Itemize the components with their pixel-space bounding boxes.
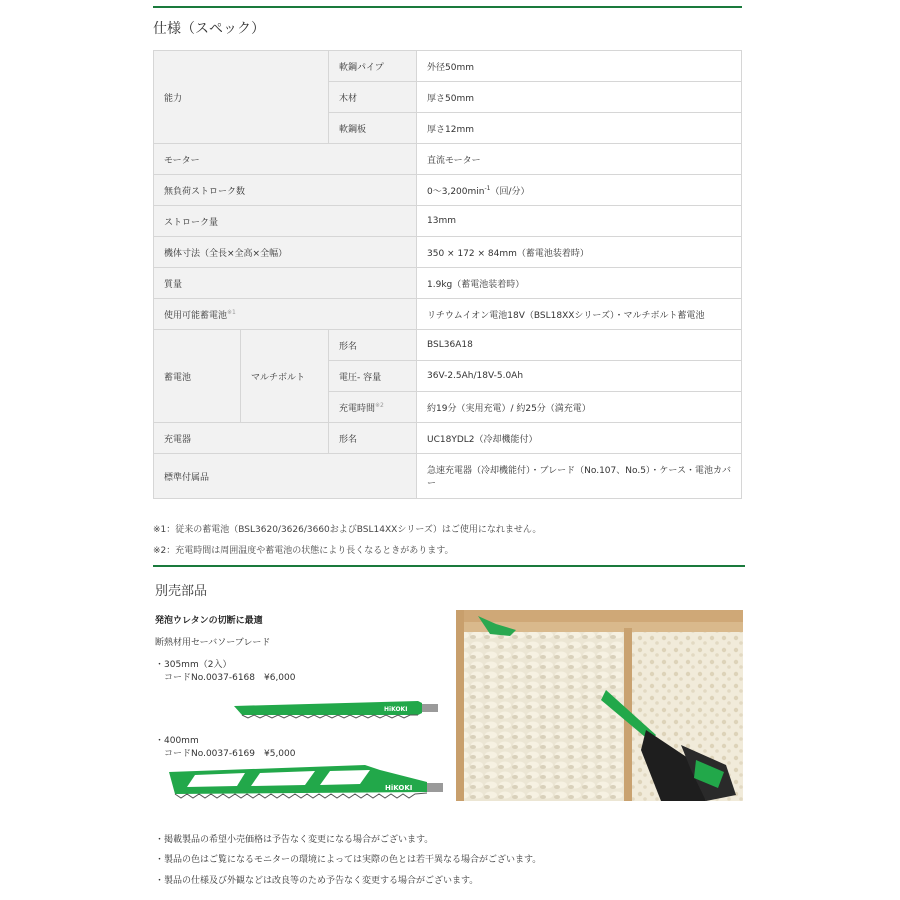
accessories-label: 標準付属品 — [154, 454, 417, 499]
charger-model-value: UC18YDL2（冷却機能付） — [417, 423, 742, 454]
top-divider — [153, 6, 742, 8]
model-value: BSL36A18 — [417, 330, 742, 361]
foam-cutting-photo — [456, 610, 743, 801]
spec-table — [153, 50, 742, 499]
capacity-label: 能力 — [154, 51, 329, 144]
charger-model-label: 形名 — [329, 423, 417, 454]
note-1: ※1：従来の蓄電池（BSL3620/3626/3660およびBSL14XXシリーズ）はご使用になれません。 — [153, 525, 542, 535]
dims-label: 機体寸法（全長×全高×全幅） — [154, 237, 417, 268]
blade-400-image — [165, 762, 447, 802]
section-divider — [153, 565, 745, 567]
mass-label: 質量 — [154, 268, 417, 299]
multivolt-label: マルチボルト — [241, 330, 329, 423]
dims-value: 350 × 172 × 84mm（蓄電池装着時） — [417, 237, 742, 268]
blade-305-brand: HiKOKI — [384, 706, 408, 713]
note-2: ※2：充電時間は周囲温度や蓄電池の状態により長くなるときがあります。 — [153, 546, 454, 556]
blade-305-image — [232, 698, 440, 720]
accessories-value: 急速充電器（冷却機能付）・ブレード（No.107、No.5）・ケース・電池カバー — [417, 454, 742, 499]
charge-time-label: 充電時間$^{※2}$ — [329, 392, 417, 423]
stroke-rate-label: 無負荷ストローク数 — [154, 175, 417, 206]
bottom-note-3: ・製品の仕様及び外観などは改良等のため予告なく変更する場合がございます。 — [155, 876, 479, 886]
mass-value: 1.9kg（蓄電池装着時） — [417, 268, 742, 299]
battery-label: 蓄電池 — [154, 330, 241, 423]
accessory-heading: 別売部品 — [155, 584, 208, 599]
bottom-note-2: ・製品の色はご覧になるモニターの環境によっては実際の色とは若干異なる場合がございます。 — [155, 855, 542, 865]
charger-label: 充電器 — [154, 423, 329, 454]
charge-time-value: 約19分（実用充電）/ 約25分（満充電） — [417, 392, 742, 423]
pipe-value: 外径50mm — [417, 51, 742, 82]
item1-size: ・305mm（2入） — [155, 660, 232, 670]
wood-value: 厚さ50mm — [417, 82, 742, 113]
spec-heading: 仕様（スペック） — [153, 21, 265, 37]
accessory-title: 発泡ウレタンの切断に最適 — [155, 616, 263, 626]
battery-usable-value: リチウムイオン電池18V（BSL18XXシリーズ）・マルチボルト蓄電池 — [417, 299, 742, 330]
accessory-subtitle: 断熱材用セーバソーブレード — [155, 638, 271, 648]
model-label: 形名 — [329, 330, 417, 361]
item2-code: コードNo.0037-6169 ¥5,000 — [164, 749, 296, 759]
voltage-label: 電圧- 容量 — [329, 361, 417, 392]
wood-label: 木材 — [329, 82, 417, 113]
plate-value: 厚さ12mm — [417, 113, 742, 144]
pipe-label: 軟鋼パイプ — [329, 51, 417, 82]
item2-size: ・400mm — [155, 736, 199, 746]
plate-label: 軟鋼板 — [329, 113, 417, 144]
motor-label: モーター — [154, 144, 417, 175]
battery-usable-label: 使用可能蓄電池$^{※1}$ — [154, 299, 417, 330]
voltage-value: 36V-2.5Ah/18V-5.0Ah — [417, 361, 742, 392]
bottom-note-1: ・掲載製品の希望小売価格は予告なく変更になる場合がございます。 — [155, 835, 434, 845]
blade-400-brand: HiKOKI — [385, 784, 413, 792]
stroke-rate-value: $0\sim 3,200\min^{-1}$（回/分） — [417, 175, 742, 206]
item1-code: コードNo.0037-6168 ¥6,000 — [164, 673, 296, 683]
stroke-value: 13mm — [417, 206, 742, 237]
stroke-label: ストローク量 — [154, 206, 417, 237]
motor-value: 直流モーター — [417, 144, 742, 175]
